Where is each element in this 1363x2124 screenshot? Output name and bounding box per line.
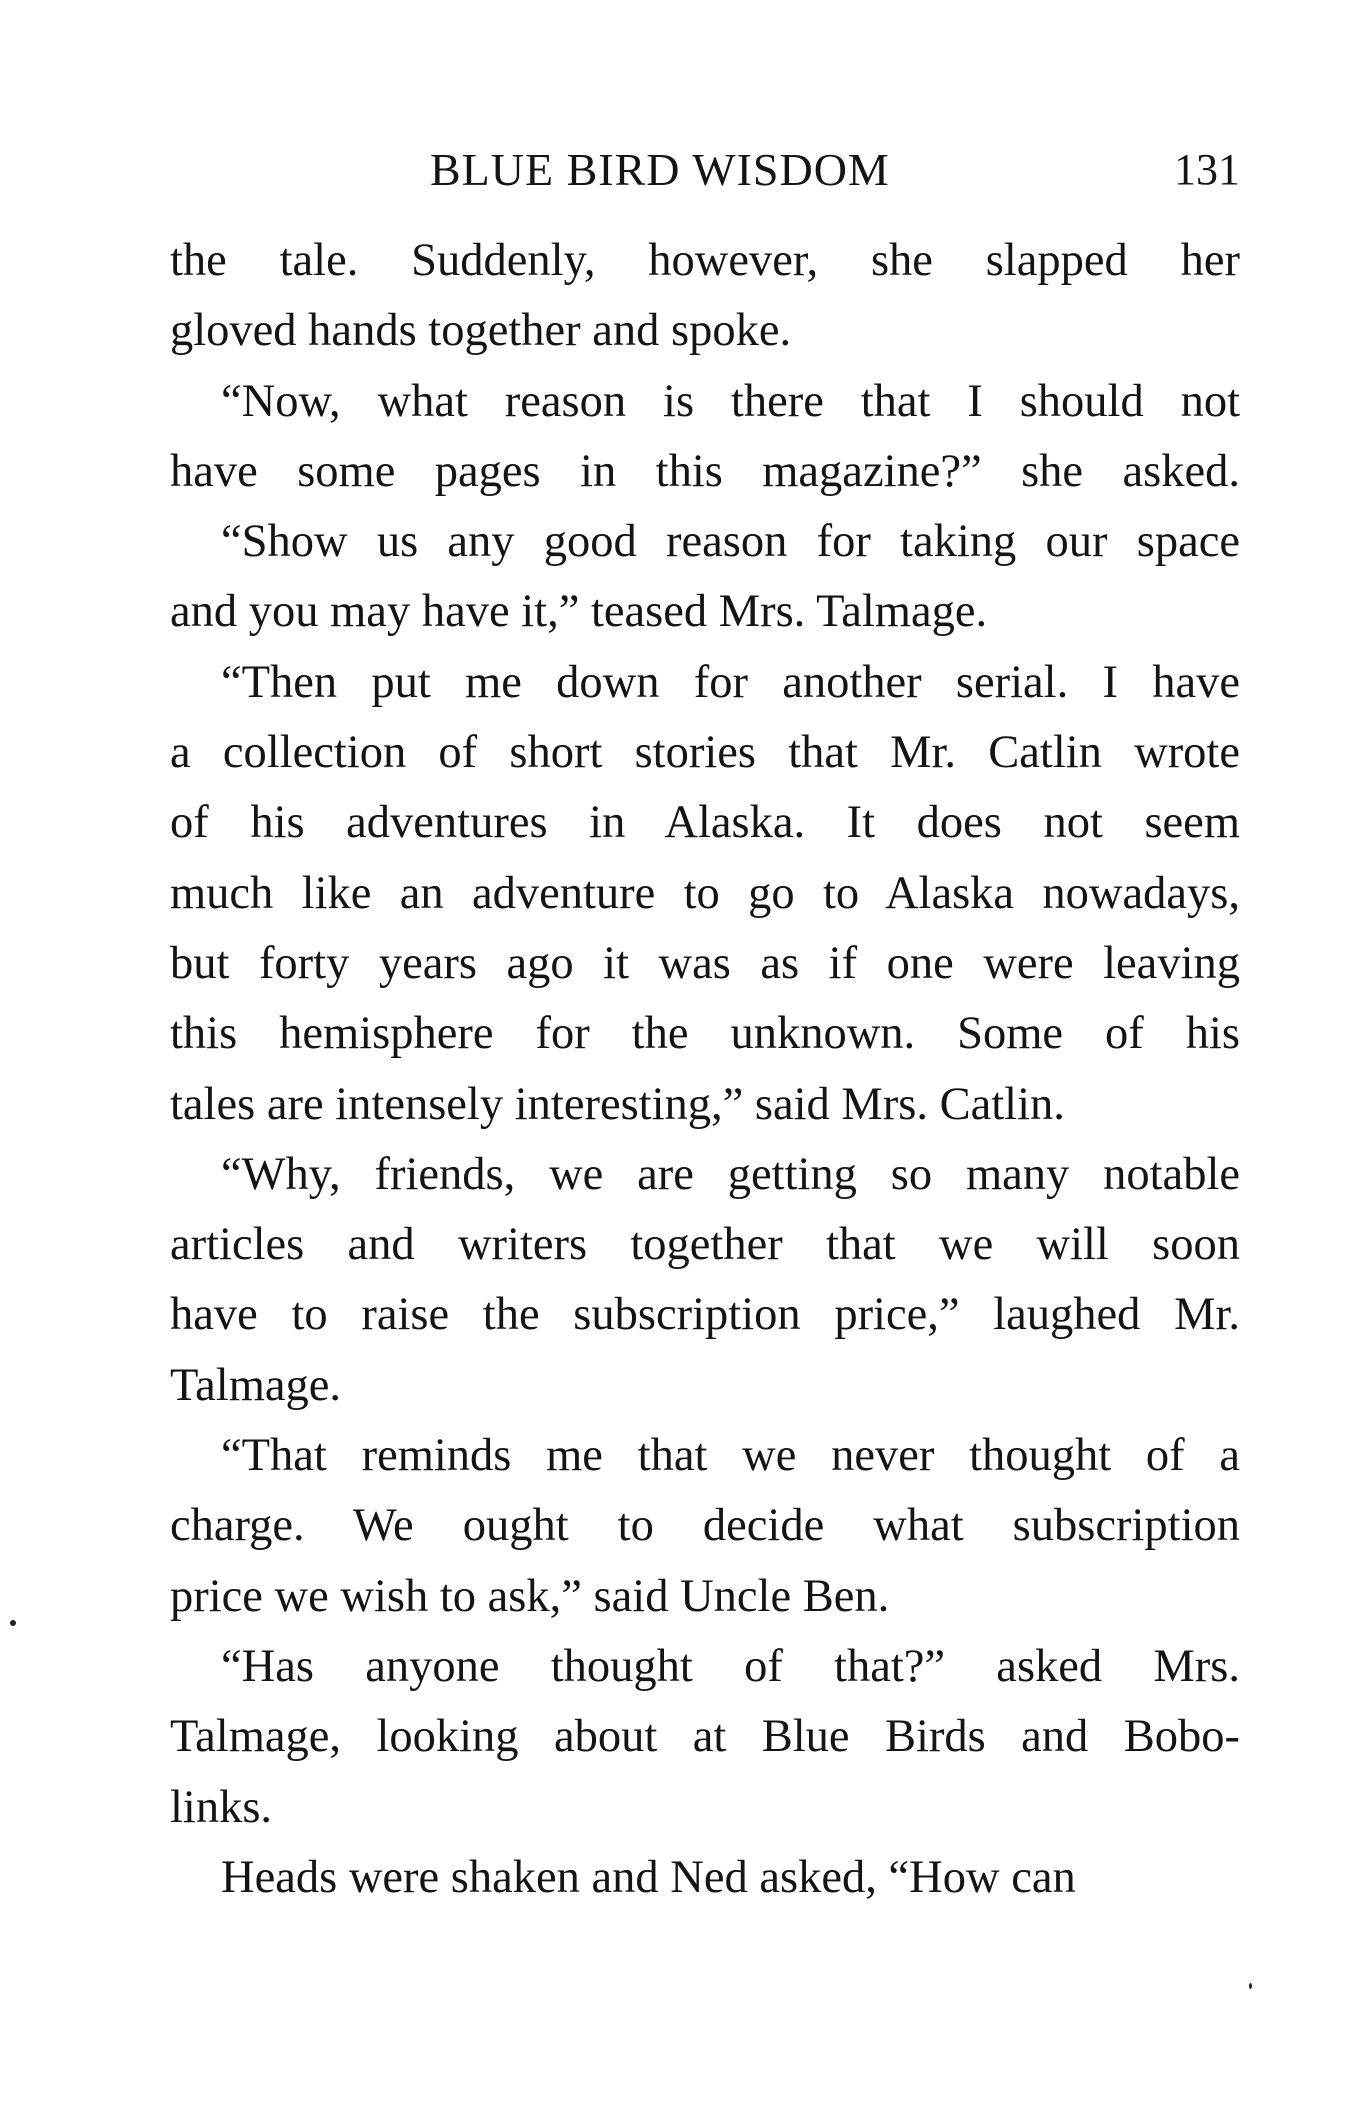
text-line: a collection of short stories that Mr. Catlin wrote [170,727,1240,779]
text-line: this hemisphere for the unknown. Some of his [170,1008,1240,1060]
text-line: Talmage. [170,1359,342,1411]
text-line: gloved hands together and spoke. [170,305,792,357]
text-line: have some pages in this magazine?” she asked. [170,445,1240,497]
ink-speck [1249,1983,1252,1989]
text-line: and you may have it,” teased Mrs. Talmage. [170,586,988,638]
text-line: “Then put me down for another serial. I have [221,656,1240,708]
text-line: of his adventures in Alaska. It does not seem [170,797,1240,849]
body-text [170,226,1240,1913]
text-line: Heads were shaken and Ned asked, “How can [221,1851,1076,1903]
ink-speck [10,1620,16,1626]
text-line: the tale. Suddenly, however, she slapped her [170,235,1240,286]
text-line: price we wish to ask,” said Uncle Ben. [170,1570,890,1622]
text-line: charge. We ought to decide what subscription [170,1500,1240,1552]
text-line: “Has anyone thought of that?” asked Mrs. [221,1640,1240,1692]
text-line: have to raise the subscription price,” laughed Mr. [170,1289,1240,1341]
text-line: “That reminds me that we never thought of a [221,1430,1240,1482]
running-title: BLUE BIRD WISDOM [430,144,890,195]
text-line: but forty years ago it was as if one were leaving [170,937,1240,989]
text-line: “Why, friends, we are getting so many notable [221,1148,1240,1200]
text-line: tales are intensely interesting,” said Mrs. Catlin. [170,1078,1065,1130]
text-line: “Show us any good reason for taking our space [221,516,1240,568]
page-header [170,140,1240,200]
page-number: 131 [1174,145,1240,194]
text-line: “Now, what reason is there that I should not [221,375,1240,427]
text-line: articles and writers together that we will soon [170,1219,1240,1271]
text-line: much like an adventure to go to Alaska nowadays, [170,867,1240,919]
text-line: links. [170,1781,273,1833]
text-line: Talmage, looking about at Blue Birds and Bobo- [170,1711,1240,1763]
